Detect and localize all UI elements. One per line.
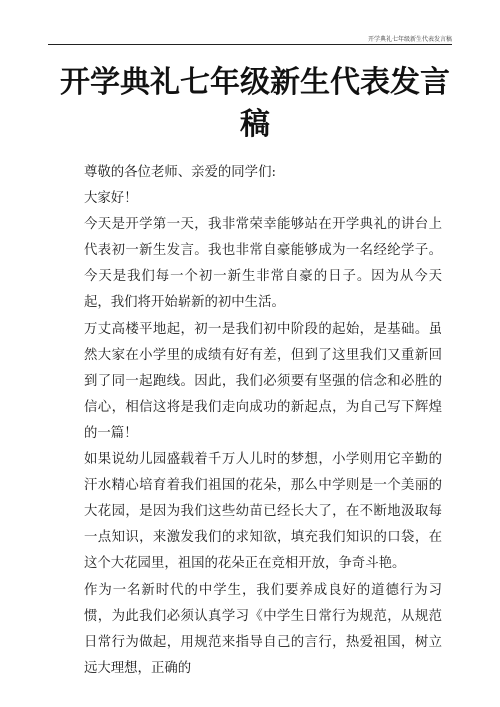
document-body [84,160,442,682]
page-header [0,0,500,46]
header-divider [48,44,452,45]
paragraph-2: 万丈高楼平地起，初一是我们初中阶段的起始，是基础。虽然大家在小学里的成绩有好有差，但到了这里我们又重新回到了同一起跑线。因此，我们必须要有坚强的信念和必胜的信心，相信这将是我们走向成功的新起点，为自己写下辉煌的一篇！ [84,321,442,441]
running-header-title: 开学典礼七年级新生代表发言稿 [367,36,452,43]
paragraph-3: 如果说幼儿园盛载着千万人儿时的梦想，小学则用它辛勤的汗水精心培育着我们祖国的花朵，那么中学则是一个美丽的大花园，是因为我们这些幼苗已经长大了，在不断地汲取每一点知识，来激发我们的求知欲，填充我们知识的口袋，在这个大花园里，祖国的花朵正在竞相开放，争奇斗艳。 [84,452,442,572]
salutation: 尊敬的各位老师、亲爱的同学们: [84,165,276,180]
paragraph-1: 今天是开学第一天，我非常荣幸能够站在开学典礼的讲台上代表初一新生发言。我也非常自豪能够成为一名经纶学子。今天是我们每一个初一新生非常自豪的日子。因为从今天起，我们将开始崭新的初中生活。 [84,217,442,311]
greeting: 大家好！ [84,191,138,207]
paragraph-4: 作为一名新时代的中学生，我们要养成良好的道德行为习惯，为此我们必须认真学习《中学生日常行为规范，从规范日常行为做起，用规范来指导自己的言行，热爱祖国，树立远大理想，正确的 [84,582,442,676]
document-title: 开学典礼七年级新生代表发言稿 [60,65,450,142]
